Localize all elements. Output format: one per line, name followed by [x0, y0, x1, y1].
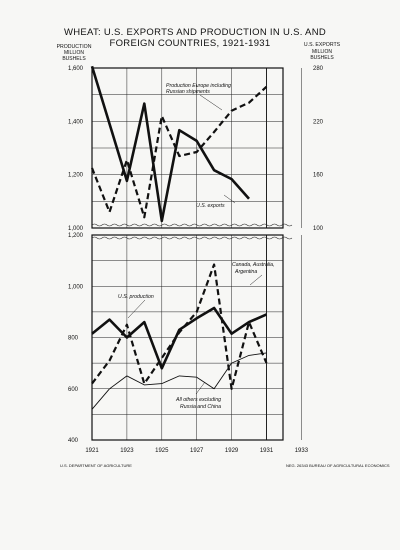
- lower-left-tick-400: 400: [68, 438, 79, 444]
- x-tick-1931: 1931: [259, 448, 274, 454]
- left-axis-label-line-3: BUSHELS: [62, 56, 86, 62]
- grid: [92, 68, 301, 440]
- label-europe-production-2: Russian shipments: [166, 89, 210, 95]
- leader-us-production: [128, 300, 145, 318]
- axis-break-1: [92, 237, 292, 239]
- leader-canada: [250, 275, 262, 285]
- upper-right-tick-280: 280: [313, 66, 324, 72]
- tick-labels: [68, 66, 324, 454]
- x-tick-1921: 1921: [85, 448, 99, 454]
- x-tick-1933: 1933: [294, 448, 309, 454]
- leader-all-others: [196, 382, 205, 394]
- right-axis-label-line-1: U.S. EXPORTS: [303, 42, 341, 48]
- left-axis-label-line-1: PRODUCTION: [56, 44, 92, 50]
- lower-left-tick-600: 600: [68, 386, 79, 393]
- upper-left-tick-1200: 1,200: [68, 172, 84, 179]
- lower-left-tick-1000: 1,000: [68, 284, 84, 291]
- x-tick-1927: 1927: [190, 448, 204, 454]
- label-all-others-2: Russia and China: [180, 404, 221, 410]
- label-us-production: U.S. production: [118, 294, 154, 300]
- right-axis-label-line-3: BUSHELS: [310, 55, 334, 61]
- leader-us-exports: [224, 195, 235, 203]
- x-tick-1923: 1923: [120, 448, 134, 454]
- upper-right-tick-220: 220: [313, 119, 324, 126]
- label-europe-production-1: Production Europe including: [166, 83, 231, 89]
- upper-left-tick-1000: 1,000: [68, 226, 84, 232]
- footer-left: U.S. DEPARTMENT OF AGRICULTURE: [60, 463, 132, 468]
- series-lines: [92, 66, 267, 409]
- right-axis-label-line-2: MILLION: [311, 49, 333, 55]
- upper-left-tick-1400: 1,400: [68, 119, 84, 126]
- chart-title-line-1: WHEAT: U.S. EXPORTS AND PRODUCTION IN U.S. AND: [63, 27, 327, 38]
- upper-left-tick-1600: 1,600: [68, 66, 84, 72]
- left-axis-label-line-2: MILLION: [63, 50, 85, 56]
- upper-right-tick-160: 160: [313, 172, 324, 179]
- label-us-exports: U.S. exports: [196, 203, 225, 209]
- lower-left-tick-1200: 1,200: [68, 233, 84, 239]
- upper-right-tick-100: 100: [313, 226, 324, 232]
- label-all-others-1: All others excluding: [176, 397, 221, 403]
- x-tick-1929: 1929: [224, 448, 239, 454]
- label-canada-2: Argentina: [235, 269, 258, 275]
- leader-europe-production: [200, 95, 222, 110]
- footer-right: NEG. 26343 BUREAU OF AGRICULTURAL ECONOMICS: [286, 463, 390, 468]
- lower-left-tick-800: 800: [68, 335, 79, 342]
- chart-title-line-2: FOREIGN COUNTRIES, 1921-1931: [109, 38, 271, 49]
- label-canada-1: Canada, Australia,: [232, 262, 275, 268]
- axis-break-0: [92, 224, 292, 226]
- x-tick-1925: 1925: [155, 448, 169, 454]
